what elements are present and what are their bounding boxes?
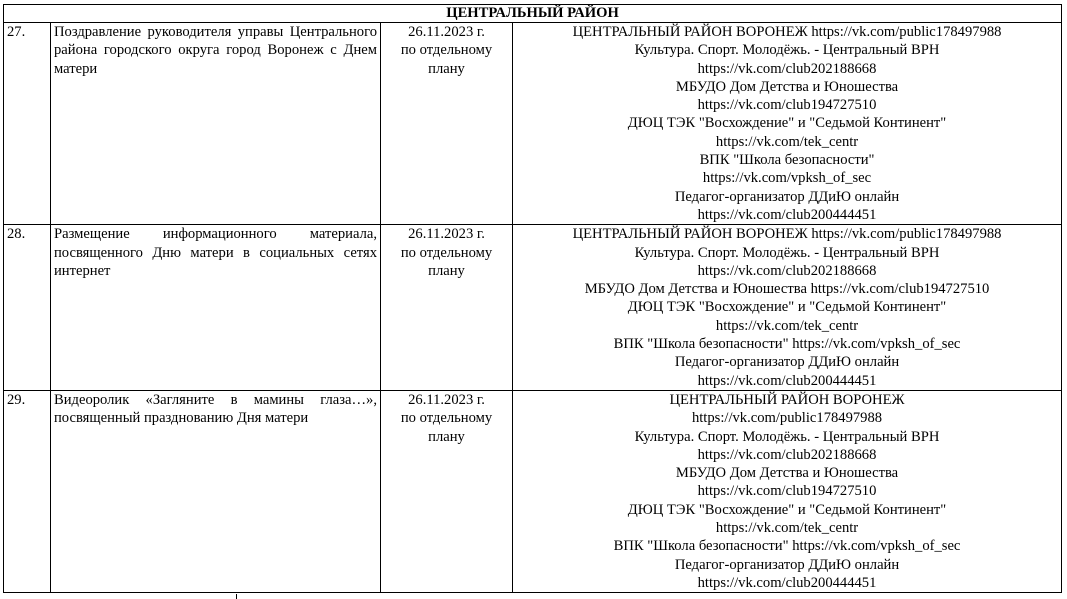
section-header-row [4,5,1062,23]
platform-line: https://vk.com/club194727510 [697,97,877,114]
platform-line: Культура. Спорт. Молодёжь. - Центральный ВРН [634,244,940,261]
page-edge-mark [236,594,237,599]
platform-line: https://vk.com/public178497988 [691,410,883,427]
table-row [4,225,1062,391]
platform-line: https://vk.com/club200444451 [697,574,877,591]
platform-line: https://vk.com/club202188668 [697,446,877,463]
table-row [4,23,1062,225]
event-name: Размещение информационного материала, посвященного Дню матери в социальных сетях интернет [51,225,381,391]
row-number: 27. [4,23,51,225]
platform-line: ДЮЦ ТЭК "Восхождение" и "Седьмой Континент" [627,299,947,316]
event-date: 26.11.2023 г. [408,226,485,243]
platform-line: https://vk.com/club202188668 [697,262,877,279]
platform-line: ЦЕНТРАЛЬНЫЙ РАЙОН ВОРОНЕЖ https://vk.com/public178497988 [572,226,1002,243]
platform-line: ДЮЦ ТЭК "Восхождение" и "Седьмой Континент" [627,115,947,132]
platform-line: Культура. Спорт. Молодёжь. - Центральный ВРН [634,428,940,445]
platform-line: https://vk.com/club202188668 [697,60,877,77]
platform-line: https://vk.com/club200444451 [697,206,877,223]
platforms-cell [513,390,1062,592]
platform-line: https://vk.com/vpksh_of_sec [702,170,872,187]
section-title: ЦЕНТРАЛЬНЫЙ РАЙОН [4,5,1062,23]
platforms-cell [513,23,1062,225]
platform-line: ВПК "Школа безопасности" https://vk.com/vpksh_of_sec [613,336,961,353]
platform-line: Педагог-организатор ДДиЮ онлайн [674,354,900,371]
platform-line: ЦЕНТРАЛЬНЫЙ РАЙОН ВОРОНЕЖ [669,391,905,408]
event-date-cell [381,23,513,225]
event-name: Поздравление руководителя управы Центрального района городского округа город Воронеж с Днем матери [51,23,381,225]
events-table [3,4,1062,593]
platform-line: https://vk.com/tek_centr [715,133,859,150]
platform-line: https://vk.com/club194727510 [697,483,877,500]
platform-line: ЦЕНТРАЛЬНЫЙ РАЙОН ВОРОНЕЖ https://vk.com/public178497988 [572,24,1002,40]
platform-line: Культура. Спорт. Молодёжь. - Центральный ВРН [634,42,940,59]
platform-line: Педагог-организатор ДДиЮ онлайн [674,188,900,205]
platforms-cell [513,225,1062,391]
platform-line: ДЮЦ ТЭК "Восхождение" и "Седьмой Континент" [627,501,947,518]
platform-line: МБУДО Дом Детства и Юношества https://vk.com/club194727510 [584,281,990,298]
table-row [4,390,1062,592]
platform-line: ВПК "Школа безопасности" [699,152,875,169]
platform-line: https://vk.com/tek_centr [715,317,859,334]
platform-line: ВПК "Школа безопасности" https://vk.com/vpksh_of_sec [613,538,961,555]
row-number: 29. [4,390,51,592]
platform-line: МБУДО Дом Детства и Юношества [675,78,899,95]
platform-line: МБУДО Дом Детства и Юношества [675,465,899,482]
event-date: 26.11.2023 г. [408,391,485,408]
platform-line: Педагог-организатор ДДиЮ онлайн [674,556,900,573]
platform-line: https://vk.com/club200444451 [697,372,877,389]
event-date-cell [381,225,513,391]
event-date-cell [381,390,513,592]
row-number: 28. [4,225,51,391]
event-date: 26.11.2023 г. [408,24,485,40]
platform-line: https://vk.com/tek_centr [715,520,859,537]
event-schedule: по отдельному плану [400,244,493,279]
event-name: Видеоролик «Загляните в мамины глаза…», посвященный празднованию Дня матери [51,390,381,592]
event-schedule: по отдельному плану [400,42,493,77]
event-schedule: по отдельному плану [400,410,493,445]
